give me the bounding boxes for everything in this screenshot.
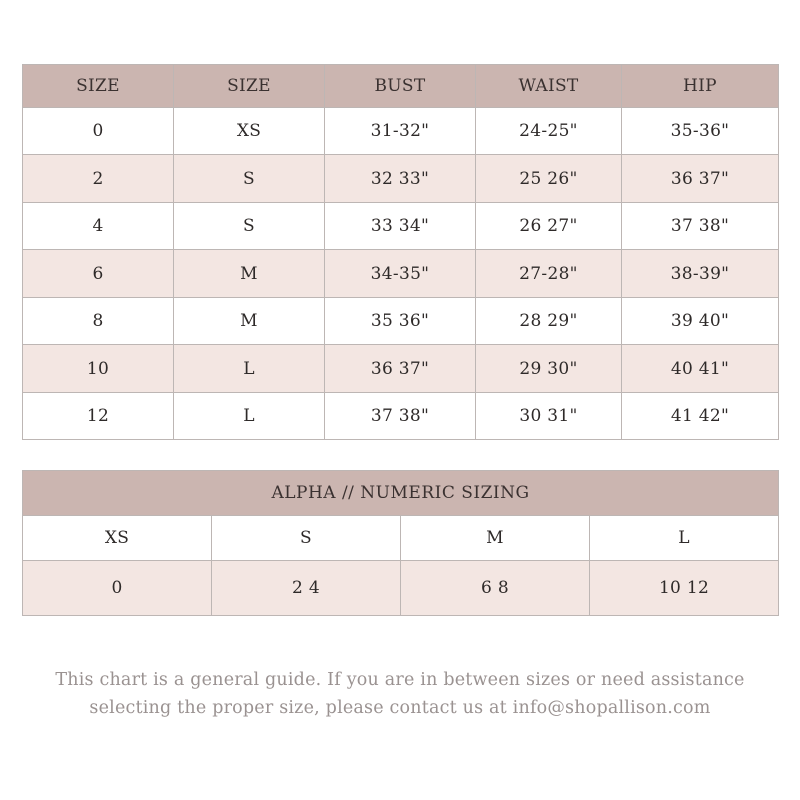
alpha-letter-cell: M — [401, 516, 590, 561]
bust-cell: 32 33" — [325, 155, 476, 203]
alpha-numeric-title: ALPHA // NUMERIC SIZING — [23, 471, 779, 516]
waist-cell: 30 31" — [476, 393, 622, 440]
bust-cell: 36 37" — [325, 345, 476, 393]
note-line-1: This chart is a general guide. If you are in between sizes or need assistance — [55, 670, 745, 690]
waist-cell: 24-25" — [476, 108, 622, 155]
bust-cell: 35 36" — [325, 298, 476, 345]
size-cell: 10 — [23, 345, 174, 393]
size-cell: 8 — [23, 298, 174, 345]
alpha-letters-row — [23, 516, 779, 561]
hip-cell: 38-39" — [622, 250, 779, 298]
hip-cell: 37 38" — [622, 203, 779, 250]
alpha-numeric-title-row — [23, 471, 779, 516]
numeric-size-cell: 2 4 — [212, 561, 401, 616]
table-row — [23, 345, 779, 393]
hip-cell: 41 42" — [622, 393, 779, 440]
table-row — [23, 203, 779, 250]
numeric-sizes-row — [23, 561, 779, 616]
alpha-numeric-table — [22, 470, 779, 616]
size-chart-table — [22, 64, 779, 440]
header-hip: HIP — [622, 65, 779, 108]
size-cell: 0 — [23, 108, 174, 155]
numeric-size-cell: 10 12 — [590, 561, 779, 616]
table-row — [23, 250, 779, 298]
waist-cell: 29 30" — [476, 345, 622, 393]
size-cell: 2 — [23, 155, 174, 203]
bust-cell: 37 38" — [325, 393, 476, 440]
hip-cell: 36 37" — [622, 155, 779, 203]
size-cell: 6 — [23, 250, 174, 298]
note-line-2: selecting the proper size, please contact us at info@shopallison.com — [89, 698, 711, 718]
alpha-size-cell: M — [174, 298, 325, 345]
table-row — [23, 393, 779, 440]
size-cell: 4 — [23, 203, 174, 250]
header-bust: BUST — [325, 65, 476, 108]
waist-cell: 27-28" — [476, 250, 622, 298]
waist-cell: 25 26" — [476, 155, 622, 203]
size-cell: 12 — [23, 393, 174, 440]
alpha-size-cell: M — [174, 250, 325, 298]
table-row — [23, 298, 779, 345]
header-size-alpha: SIZE — [174, 65, 325, 108]
hip-cell: 39 40" — [622, 298, 779, 345]
waist-cell: 26 27" — [476, 203, 622, 250]
header-waist: WAIST — [476, 65, 622, 108]
waist-cell: 28 29" — [476, 298, 622, 345]
alpha-letter-cell: XS — [23, 516, 212, 561]
header-size-numeric: SIZE — [23, 65, 174, 108]
alpha-letter-cell: L — [590, 516, 779, 561]
hip-cell: 35-36" — [622, 108, 779, 155]
alpha-size-cell: S — [174, 203, 325, 250]
table-row — [23, 108, 779, 155]
sizing-guide-note — [0, 666, 800, 722]
bust-cell: 33 34" — [325, 203, 476, 250]
alpha-size-cell: L — [174, 393, 325, 440]
hip-cell: 40 41" — [622, 345, 779, 393]
numeric-size-cell: 6 8 — [401, 561, 590, 616]
bust-cell: 34-35" — [325, 250, 476, 298]
size-chart-header-row — [23, 65, 779, 108]
numeric-size-cell: 0 — [23, 561, 212, 616]
alpha-letter-cell: S — [212, 516, 401, 561]
table-row — [23, 155, 779, 203]
alpha-size-cell: L — [174, 345, 325, 393]
alpha-size-cell: S — [174, 155, 325, 203]
bust-cell: 31-32" — [325, 108, 476, 155]
alpha-size-cell: XS — [174, 108, 325, 155]
